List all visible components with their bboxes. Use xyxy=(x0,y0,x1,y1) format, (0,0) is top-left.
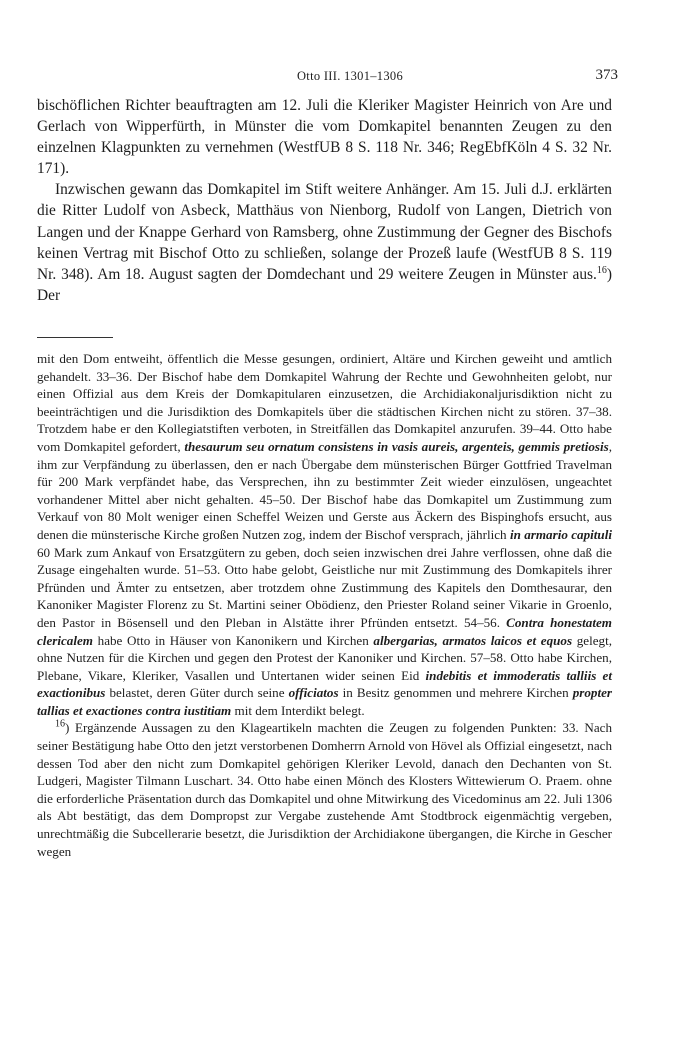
footnote-ref-16[interactable]: 16 xyxy=(596,264,607,276)
fn-latin: Contra honestatem clericalem xyxy=(37,614,612,648)
running-title: Otto III. 1301–1306 xyxy=(296,69,404,83)
footnote-16 xyxy=(37,719,612,860)
paragraph-2-tail: ) Der xyxy=(37,265,612,304)
fn-latin: in armario capituli xyxy=(509,526,612,542)
fn-text: , ihm zur Verpfändung zu überlassen, den er nach Übergabe dem münsterischen Bürger Gottfried Travelman für 200 Mark verpfändet habe, das Versprechen, ihn zu bestimmter Zeit wieder einzulösen, ungeachtet vorhandener Mittel aber nicht gehalten. 45–50. Der Bischof habe das Domkapitel um Zustimmung zum Verkauf von 80 Molt weniger einen Scheffel Weizen und Gerste aus Äckern des Bispinghofs ersucht, aus denen die münsterische Kirche großen Nutzen zog, indem der Bischof versprach, jährlich xyxy=(37,438,612,542)
fn-text: mit den Dom entweiht, öffentlich die Messe gesungen, ordiniert, Altäre und Kirchen geweiht und amtlich gehandelt. 33–36. Der Bischof habe dem Domkapitel Wahrung der Rechte und Gewohnheiten gelobt, nur einen Offizial aus dem Kreis der Domkapitularen einzusetzen, die Archidiakonaljurisdiktion nicht zu beeinträchtigen und die Jurisdiktion des Domkapitels über die städtischen Kirchen nicht zu stören. 37–38. Trotzdem habe er den Kollegiatstiften verboten, in Streitfällen das Domkapitel anzurufen. 39–44. Otto habe vom Domkapitel gefordert, xyxy=(37,351,612,454)
paragraph-2 xyxy=(37,179,612,306)
fn-text: mit dem Interdikt belegt. xyxy=(231,702,365,718)
footnote-continuation xyxy=(37,350,612,719)
main-text xyxy=(37,95,612,306)
paragraph-1: bischöflichen Richter beauftragten am 12. Juli die Kleriker Magister Heinrich von Are und Gerlach von Wipperfürth, in Münster die vom Domkapitel benannten Zeugen zu den einzelnen Klagpunkten zu vernehmen (WestfUB 8 S. 118 Nr. 346; RegEbfKöln 4 S. 32 Nr. 171). xyxy=(37,97,612,178)
footnote-16-mark: 16 xyxy=(55,719,65,731)
fn-text: habe Otto in Häuser von Kanonikern und Kirchen xyxy=(93,632,374,648)
paragraph-2-text: Inzwischen gewann das Domkapitel im Stift weitere Anhänger. Am 15. Juli d.J. erklärten die Ritter Ludolf von Asbeck, Matthäus von Nienborg, Rudolf von Langen, Dietrich von Langen und der Knappe Gerhard von Ramsberg, ohne Zustimmung der Gegner des Bischofs keinen Vertrag mit Bischof Otto zu schließen, solange der Prozeß laufe (WestfUB 8 S. 119 Nr. 348). Am 18. August sagten der Domdechant und 29 weitere Zeugen in Münster aus. xyxy=(37,181,612,283)
fn-latin: thesaurum seu ornatum consistens in vasis aureis, argenteis, gemmis pretiosis xyxy=(184,438,609,454)
fn-latin: indebitis et immoderatis talliis et exactionibus xyxy=(37,667,612,701)
page-number: 373 xyxy=(595,67,618,83)
fn-text: 60 Mark zum Ankauf von Ersatzgütern zu geben, doch seien inzwischen drei Jahre verflossen, ohne daß die Zusage eingehalten wurde. 51–53. Otto habe gelobt, Geistliche nur mit Zustimmung des Domkapitels ihrer Pfründen und Ämter zu entsetzen, aber trotzdem ohne Zustimmung des Kapitels den Domthesaurar, den Kanoniker Magister Florenz zu St. Martini seiner Obödienz, den Priester Roland seiner Vikarie in Groenlo, den Pastor in Bösensell und den Pleban in Alstätte ihrer Pfründen entsetzt. 54–56. xyxy=(37,544,612,630)
footnotes xyxy=(37,350,612,860)
running-header xyxy=(0,67,700,87)
fn-text: belastet, deren Güter durch seine xyxy=(105,685,289,701)
fn-text: gelegt, ohne Nutzen für die Kirchen und gegen den Protest der Kanoniker und Kirchen. 57–58. Otto habe Kirchen, Plebane, Vikare, Kleriker, Vasallen und Untertanen wider seinen Eid xyxy=(37,632,612,683)
fn-latin: albergarias, armatos laicos et equos xyxy=(373,632,573,648)
footnote-16-text: ) Ergänzende Aussagen zu den Klageartikeln machten die Zeugen zu folgenden Punkten: 33. Nach seiner Bestätigung habe Otto den jetzt verstorbenen Domherrn Arnold von Hövel als Offizial eingesetzt, nach dessen Tod aber den nicht zum Domkapitel gehörigen Kleriker Levold, danach den Dechanten von St. Ludgeri, Magister Tilmann Luschart. 34. Otto habe einen Mönch des Klosters Wittewierum O. Praem. ohne die erforderliche Präsentation durch das Domkapitel und ohne Mitwirkung des Vicedominus am 22. Juli 1306 als Abt bestätigt, das dem Dompropst zur Vergabe zustehende Amt Stodtbrock eigenmächtig vergeben, unrechtmäßig die Subcellerarie besetzt, die Jurisdiktion der Archidiakone übergangen, die Kirche in Gescher wegen xyxy=(37,720,612,859)
fn-latin: officiatos xyxy=(288,685,339,701)
footnote-separator xyxy=(37,337,113,338)
fn-latin: propter tallias et exactiones contra iustitiam xyxy=(37,685,612,718)
fn-text: in Besitz genommen und mehrere Kirchen xyxy=(338,685,573,701)
